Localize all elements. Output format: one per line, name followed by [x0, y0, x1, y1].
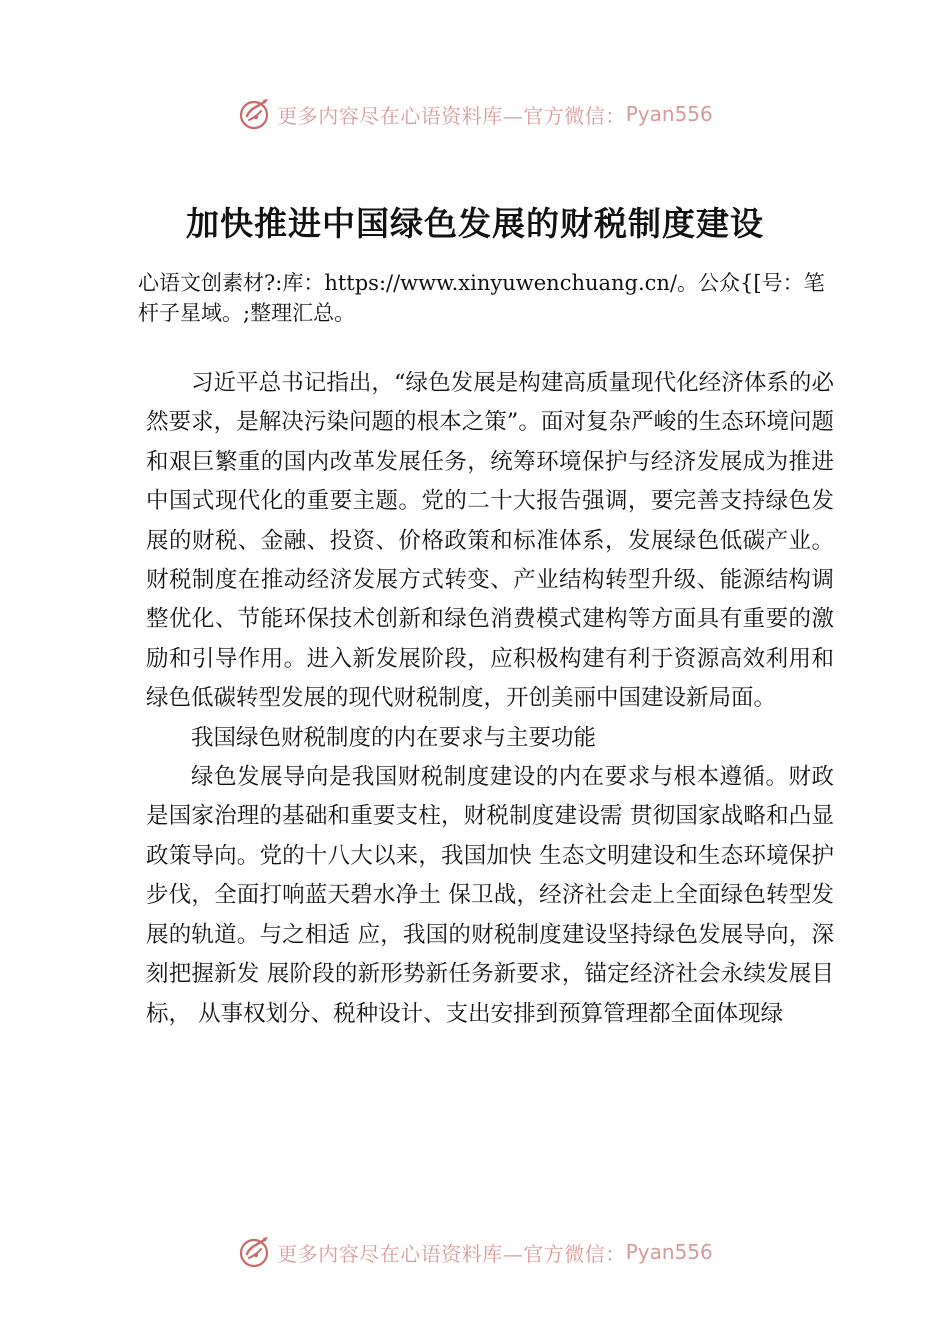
section-heading: 我国绿色财税制度的内在要求与主要功能 [191, 724, 597, 751]
paragraph: 习近平总书记指出，“绿色发展是构建高质量现代化经济体系的必然要求，是解决污染问题的根本之策”。面对复杂严峻的生态环境问题和艰巨繁重的国内改革发展任务，统筹环境保护与经济发展成为推进中国式现代化的重要主题。党的二十大报告强调，要完善支持绿色发展的财税、金融、投资、价格政策和标准体系，发展绿色低碳产业。财税制度在推动经济发展方式转变、产业结构转型升级、能源结构调整优化、节能环保技术创新和绿色消费模式建构等方面具有重要的激励和引导作用。进入新发展阶段，应积极构建有利于资源高效利用和绿色低碳转型发展的现代财税制度，开创美丽中国建设新局面。 [146, 370, 834, 712]
banner-text: 更多内容尽在心语资料库—官方微信： [277, 103, 626, 128]
footer-banner [0, 1232, 950, 1272]
document-body [146, 364, 834, 1034]
logo-icon [237, 1234, 273, 1270]
logo-icon [237, 96, 273, 132]
banner-text: 更多内容尽在心语资料库—官方微信： [277, 1241, 626, 1266]
document-title: 加快推进中国绿色发展的财税制度建设 [186, 204, 764, 243]
wechat-id: Pyan556 [625, 1240, 713, 1264]
wechat-id: Pyan556 [625, 102, 713, 126]
source-line: 心语文创素材?:库：https://www.xinyuwenchuang.cn/。公众{[号：笔杆子星域。;整理汇总。 [138, 271, 825, 325]
paragraph: 绿色发展导向是我国财税制度建设的内在要求与根本遵循。财政是国家治理的基础和重要支柱，财税制度建设需 贯彻国家战略和凸显政策导向。党的十八大以来，我国加快 生态文明建设和生态环境保护步伐，全面打响蓝天碧水净土 保卫战，经济社会走上全面绿色转型发展的轨道。与之相适 应，我国的财税制度建设坚持绿色发展导向，深刻把握新发 展阶段的新形势新任务新要求，锚定经济社会永续发展目标， 从事权划分、税种设计、支出安排到预算管理都全面体现绿 [146, 764, 834, 1027]
header-banner [0, 94, 950, 134]
